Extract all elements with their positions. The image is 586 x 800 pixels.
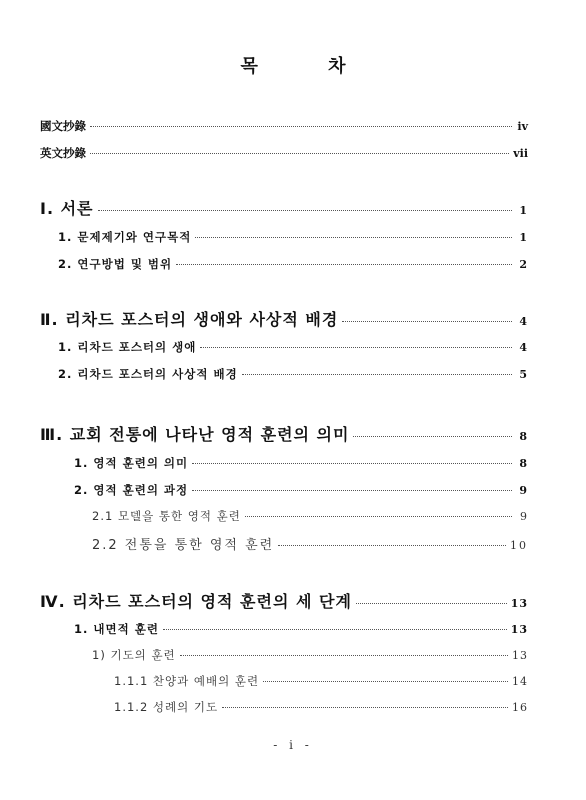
toc-section-1-1[interactable] xyxy=(58,229,528,245)
leader-dots xyxy=(192,490,512,491)
leader-dots xyxy=(242,374,512,375)
toc-entry-label: 英文抄錄 xyxy=(40,146,86,160)
toc-subsection-2-1[interactable] xyxy=(92,508,528,524)
page-number-footer: - i - xyxy=(273,738,313,752)
toc-entry-page: 4 xyxy=(519,315,528,328)
toc-chapter-4[interactable] xyxy=(40,589,528,612)
leader-dots xyxy=(90,126,512,127)
toc-entry-label: 2. 연구방법 및 범위 xyxy=(58,257,173,271)
toc-entry-page: 9 xyxy=(520,510,528,523)
leader-dots xyxy=(356,603,507,604)
toc-entry-label: 1.1.2 성례의 기도 xyxy=(114,700,219,714)
toc-entry-english-abstract[interactable] xyxy=(40,145,528,161)
toc-entry-label: 1. 영적 훈련의 의미 xyxy=(74,456,189,470)
toc-entry-label: 1. 내면적 훈련 xyxy=(74,622,159,636)
leader-dots xyxy=(163,629,507,630)
toc-entry-page: 14 xyxy=(512,675,528,688)
toc-chapter-1[interactable] xyxy=(40,196,528,219)
toc-entry-label: Ⅳ. 리차드 포스터의 영적 훈련의 세 단계 xyxy=(40,592,352,611)
toc-entry-page: 10 xyxy=(510,539,528,552)
leader-dots xyxy=(222,707,508,708)
toc-entry-label: 1. 문제제기와 연구목적 xyxy=(58,230,192,244)
leader-dots xyxy=(245,516,512,517)
toc-entry-page: 5 xyxy=(519,368,528,381)
leader-dots xyxy=(90,153,509,154)
leader-dots xyxy=(342,321,512,322)
toc-subsection-4-1-1[interactable] xyxy=(92,647,528,663)
toc-entry-label: 2. 영적 훈련의 과정 xyxy=(74,483,189,497)
toc-entry-page: 13 xyxy=(510,597,528,610)
leader-dots xyxy=(353,436,512,437)
leader-dots xyxy=(176,264,512,265)
toc-entry-page: 13 xyxy=(510,623,528,636)
toc-subsection-1-1-1[interactable] xyxy=(114,673,528,689)
toc-entry-page: 1 xyxy=(519,204,528,217)
toc-entry-label: 2. 리차드 포스터의 사상적 배경 xyxy=(58,367,238,381)
toc-subsection-1-1-2[interactable] xyxy=(114,699,528,715)
toc-section-3-2[interactable] xyxy=(74,482,528,498)
toc-chapter-3[interactable] xyxy=(40,422,528,445)
toc-entry-label: 1.1.1 찬양과 예배의 훈련 xyxy=(114,674,260,688)
toc-section-2-2[interactable] xyxy=(58,366,528,382)
toc-entry-label: 2.2 전통을 통한 영적 훈련 xyxy=(92,538,275,553)
toc-entry-label: 2.1 모델을 통한 영적 훈련 xyxy=(92,509,241,523)
leader-dots xyxy=(200,347,512,348)
toc-section-4-1[interactable] xyxy=(74,621,528,637)
page-title: 목 차 xyxy=(240,56,378,77)
toc-entry-page: 8 xyxy=(519,430,528,443)
toc-subsection-2-2[interactable] xyxy=(92,534,528,553)
leader-dots xyxy=(180,655,508,656)
toc-entry-page: 13 xyxy=(512,649,528,662)
toc-entry-page: 16 xyxy=(512,701,528,714)
leader-dots xyxy=(263,681,508,682)
toc-section-3-1[interactable] xyxy=(74,455,528,471)
toc-entry-label: Ⅱ. 리차드 포스터의 생애와 사상적 배경 xyxy=(40,310,339,329)
leader-dots xyxy=(98,210,512,211)
toc-entry-korean-abstract[interactable] xyxy=(40,118,528,134)
toc-entry-label: Ⅰ. 서론 xyxy=(40,199,94,218)
leader-dots xyxy=(192,463,512,464)
toc-entry-page: 1 xyxy=(519,231,528,244)
toc-entry-label: 1. 리차드 포스터의 생애 xyxy=(58,340,197,354)
toc-entry-label: 1) 기도의 훈련 xyxy=(92,648,176,662)
toc-entry-label: Ⅲ. 교회 전통에 나타난 영적 훈련의 의미 xyxy=(40,425,350,444)
toc-entry-page: iv xyxy=(517,120,528,133)
toc-entry-page: 2 xyxy=(519,258,528,271)
toc-chapter-2[interactable] xyxy=(40,307,528,330)
toc-section-1-2[interactable] xyxy=(58,256,528,272)
leader-dots xyxy=(195,237,512,238)
toc-entry-page: 4 xyxy=(519,341,528,354)
toc-section-2-1[interactable] xyxy=(58,339,528,355)
toc-entry-label: 國文抄錄 xyxy=(40,119,86,133)
leader-dots xyxy=(278,545,506,546)
toc-entry-page: 8 xyxy=(519,457,528,470)
toc-entry-page: 9 xyxy=(519,484,528,497)
toc-entry-page: vii xyxy=(513,147,528,160)
